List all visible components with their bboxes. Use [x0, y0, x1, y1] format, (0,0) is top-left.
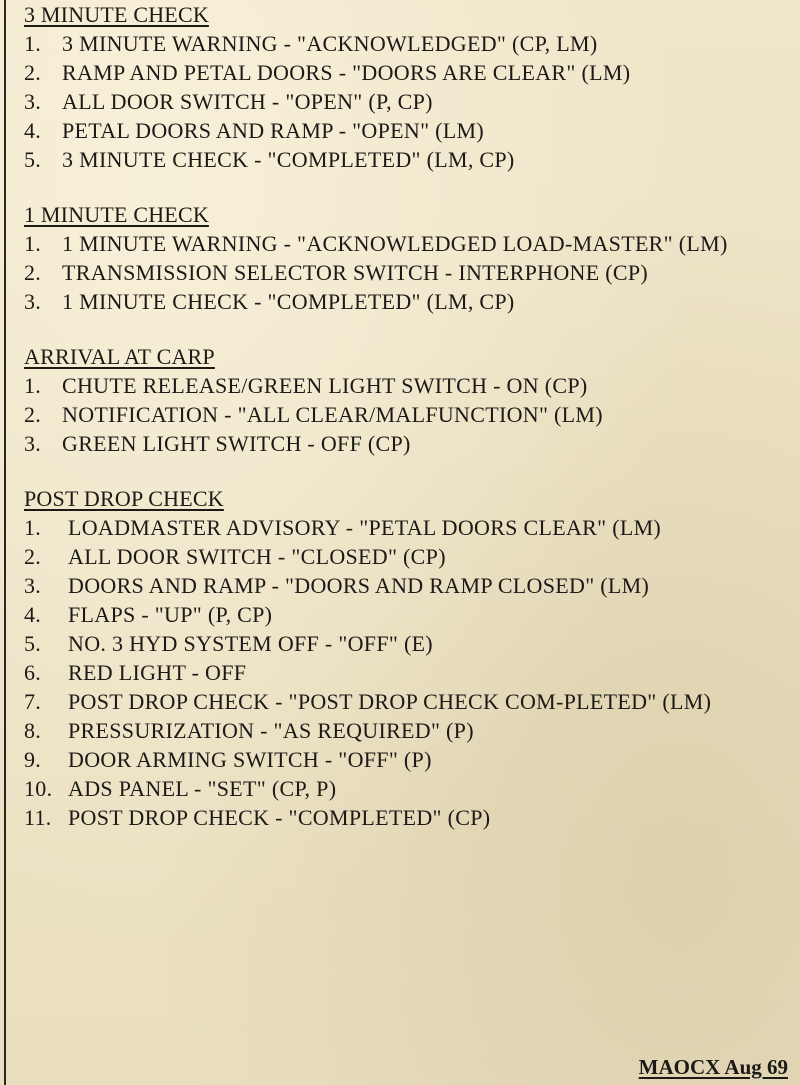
checklist-item — [24, 58, 794, 87]
item-text: POST DROP CHECK - "COMPLETED" (CP) — [68, 805, 491, 830]
item-number: 1. — [24, 31, 42, 56]
checklist-item — [24, 287, 794, 316]
item-text: TRANSMISSION SELECTOR SWITCH - INTERPHONE (CP) — [62, 260, 649, 285]
item-text: ALL DOOR SWITCH - "OPEN" (P, CP) — [62, 89, 433, 114]
checklist-item — [24, 116, 794, 145]
item-text: 1 MINUTE WARNING - "ACKNOWLEDGED LOAD-MASTER" (LM) — [62, 231, 728, 256]
item-number: 8. — [24, 718, 42, 743]
item-text: CHUTE RELEASE/GREEN LIGHT SWITCH - ON (CP) — [62, 373, 588, 398]
item-number: 2. — [24, 544, 42, 569]
item-number: 3. — [24, 573, 42, 598]
item-text: RAMP AND PETAL DOORS - "DOORS ARE CLEAR" (LM) — [62, 60, 631, 85]
item-number: 1. — [24, 231, 42, 256]
checklist-item — [24, 258, 794, 287]
checklist-item — [24, 145, 794, 174]
item-text: FLAPS - "UP" (P, CP) — [68, 602, 273, 627]
item-text: RED LIGHT - OFF — [68, 660, 247, 685]
checklist-item — [24, 629, 794, 658]
item-number: 7. — [24, 689, 42, 714]
item-number: 5. — [24, 147, 42, 172]
section-title: 1 MINUTE CHECK — [24, 202, 209, 227]
item-number: 3. — [24, 289, 42, 314]
section-title: ARRIVAL AT CARP — [24, 344, 215, 369]
item-text: POST DROP CHECK - "POST DROP CHECK COM-PLETED" (LM) — [68, 689, 712, 714]
item-number: 10. — [24, 776, 53, 801]
item-text: ADS PANEL - "SET" (CP, P) — [68, 776, 337, 801]
section-3-minute-check — [24, 2, 794, 174]
checklist-item — [24, 400, 794, 429]
checklist-item — [24, 229, 794, 258]
checklist-item — [24, 803, 794, 832]
document-code-footer: MAOCX Aug 69 — [638, 1055, 788, 1079]
item-number: 3. — [24, 431, 42, 456]
item-number: 1. — [24, 515, 42, 540]
item-number: 9. — [24, 747, 42, 772]
item-number: 6. — [24, 660, 42, 685]
item-number: 2. — [24, 60, 42, 85]
item-text: NO. 3 HYD SYSTEM OFF - "OFF" (E) — [68, 631, 433, 656]
item-text: GREEN LIGHT SWITCH - OFF (CP) — [62, 431, 411, 456]
item-text: 1 MINUTE CHECK - "COMPLETED" (LM, CP) — [62, 289, 515, 314]
checklist-item — [24, 29, 794, 58]
item-text: DOORS AND RAMP - "DOORS AND RAMP CLOSED" (LM) — [68, 573, 650, 598]
checklist-item — [24, 687, 794, 716]
item-text: ALL DOOR SWITCH - "CLOSED" (CP) — [68, 544, 446, 569]
section-title: 3 MINUTE CHECK — [24, 2, 209, 27]
item-text: PRESSURIZATION - "AS REQUIRED" (P) — [68, 718, 474, 743]
item-number: 11. — [24, 805, 52, 830]
item-text: NOTIFICATION - "ALL CLEAR/MALFUNCTION" (LM) — [62, 402, 603, 427]
item-text: 3 MINUTE CHECK - "COMPLETED" (LM, CP) — [62, 147, 515, 172]
checklist-item — [24, 745, 794, 774]
item-number: 2. — [24, 402, 42, 427]
left-border-line — [4, 0, 6, 1085]
checklist-item — [24, 371, 794, 400]
item-number: 2. — [24, 260, 42, 285]
checklist-item — [24, 600, 794, 629]
item-number: 5. — [24, 631, 42, 656]
item-text: PETAL DOORS AND RAMP - "OPEN" (LM) — [62, 118, 485, 143]
section-arrival-at-carp — [24, 344, 794, 458]
checklist-item — [24, 87, 794, 116]
checklist-item — [24, 429, 794, 458]
checklist-item — [24, 542, 794, 571]
checklist-item — [24, 658, 794, 687]
checklist-content — [24, 2, 794, 860]
item-text: 3 MINUTE WARNING - "ACKNOWLEDGED" (CP, LM) — [62, 31, 598, 56]
item-number: 3. — [24, 89, 42, 114]
item-number: 4. — [24, 602, 42, 627]
checklist-item — [24, 774, 794, 803]
checklist-item — [24, 571, 794, 600]
section-1-minute-check — [24, 202, 794, 316]
checklist-item — [24, 716, 794, 745]
item-number: 4. — [24, 118, 42, 143]
section-title: POST DROP CHECK — [24, 486, 224, 511]
section-post-drop-check — [24, 486, 794, 832]
checklist-item — [24, 513, 794, 542]
item-text: LOADMASTER ADVISORY - "PETAL DOORS CLEAR" (LM) — [68, 515, 662, 540]
item-text: DOOR ARMING SWITCH - "OFF" (P) — [68, 747, 432, 772]
item-number: 1. — [24, 373, 42, 398]
